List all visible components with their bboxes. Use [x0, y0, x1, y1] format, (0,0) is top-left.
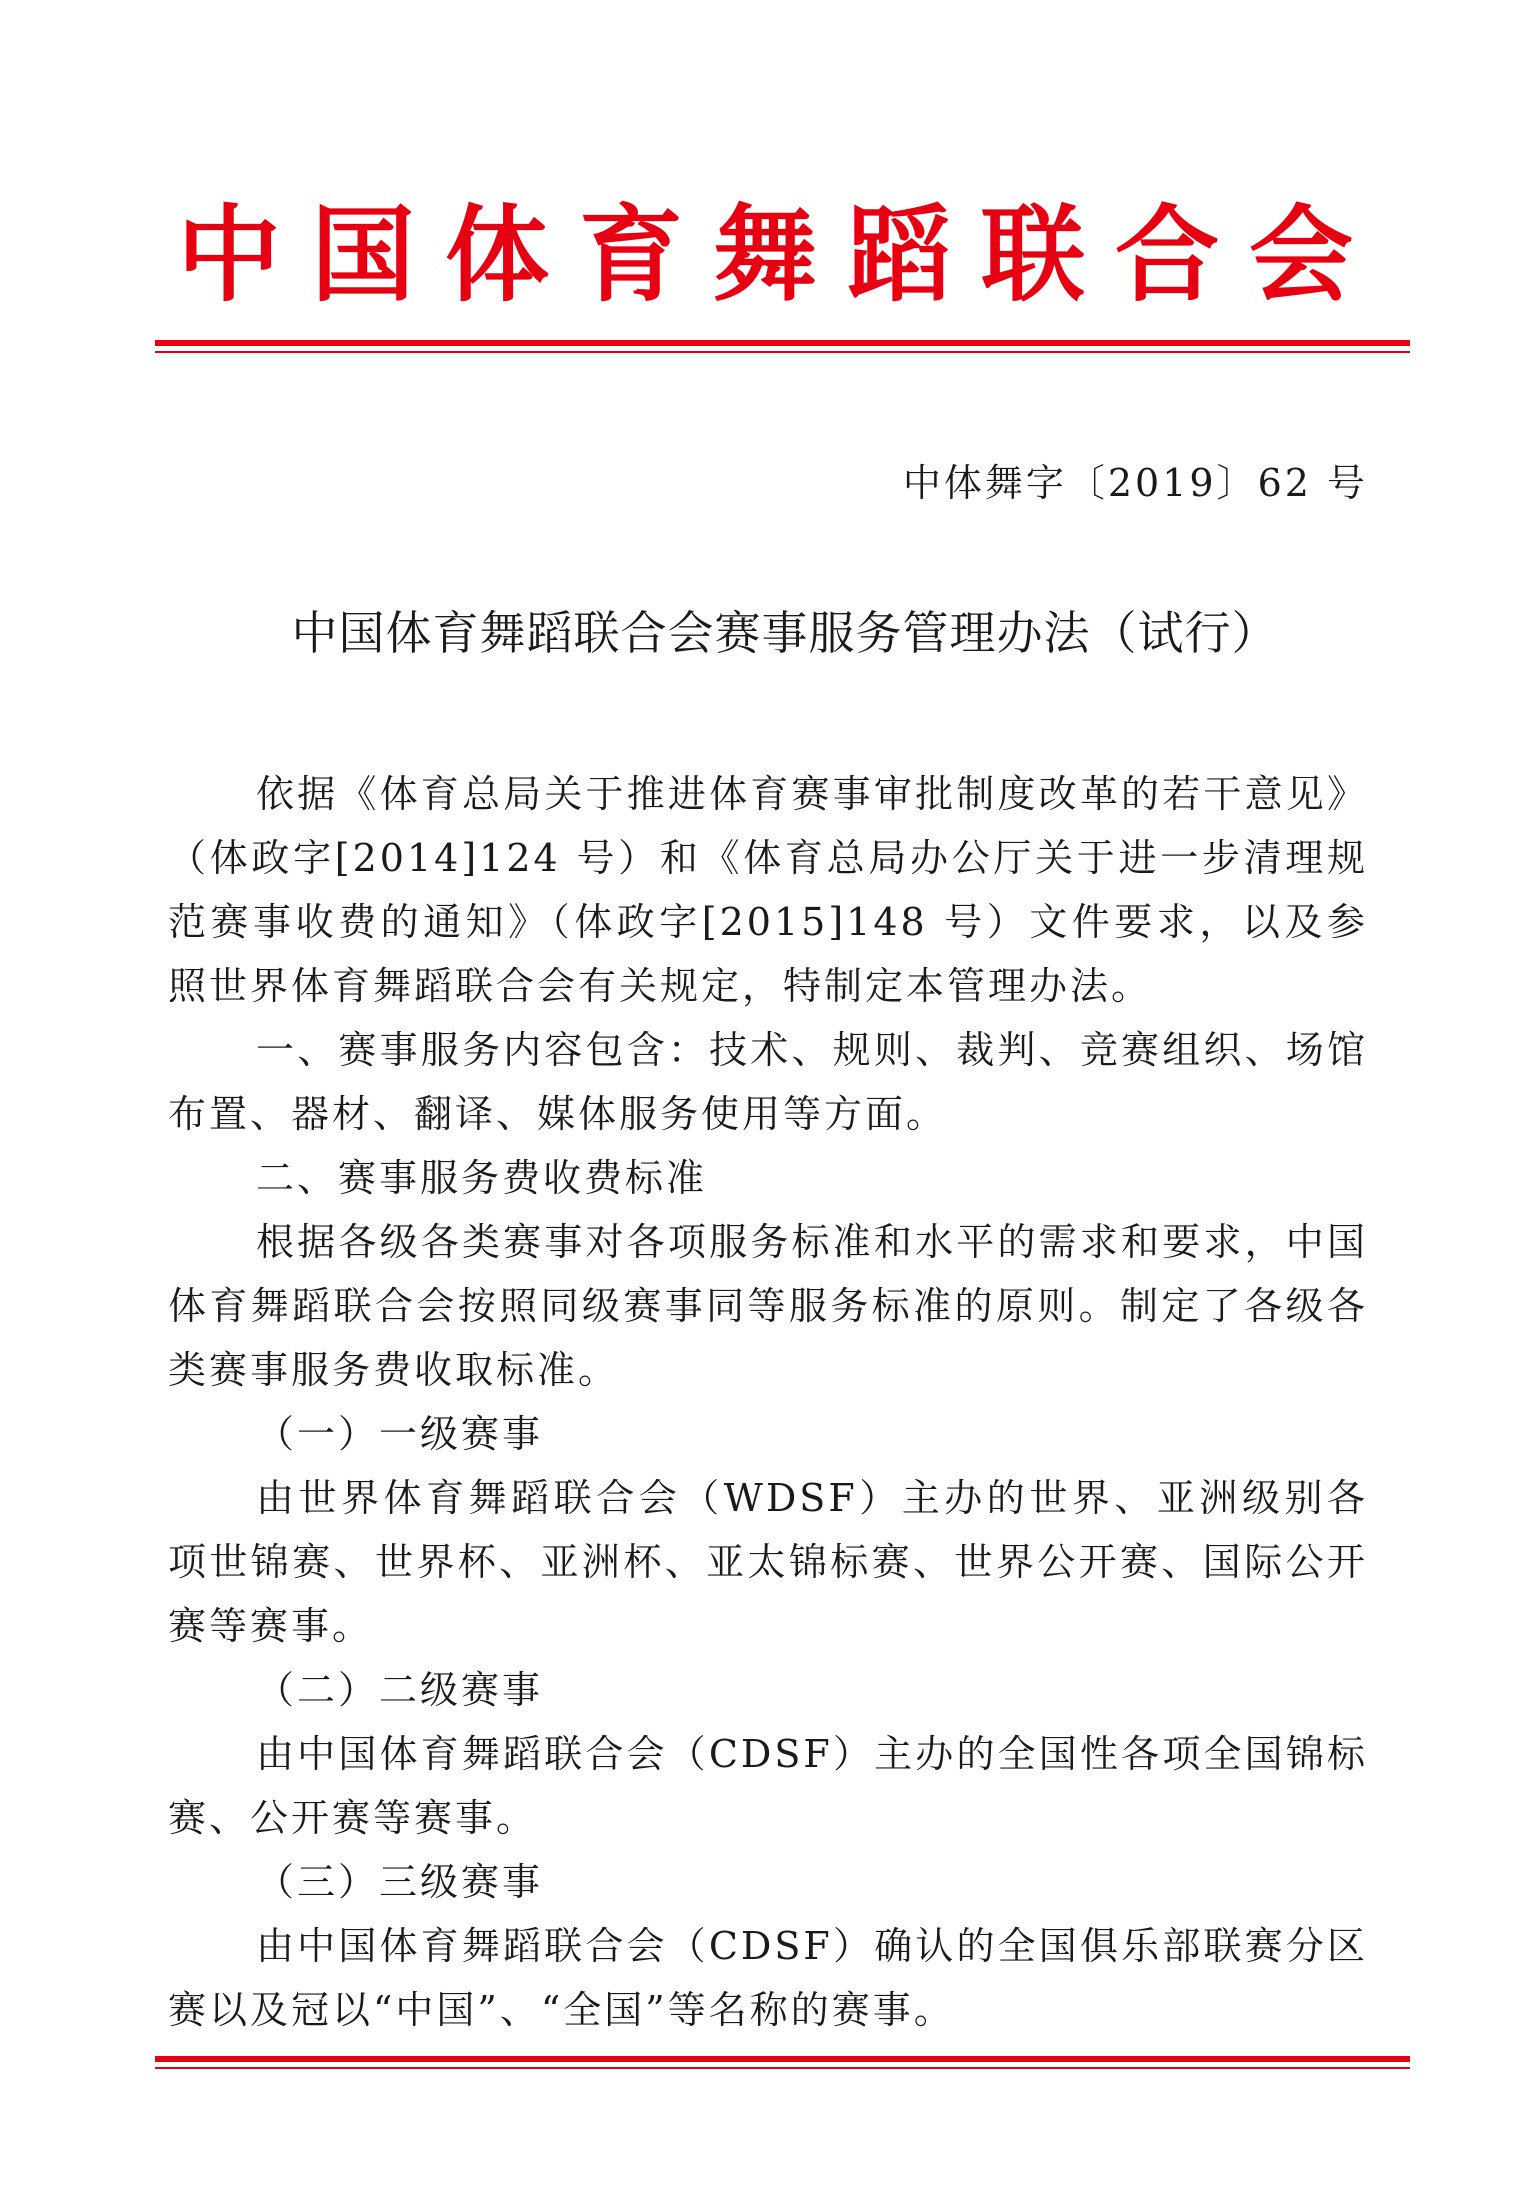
- subheading-level-1: （一）一级赛事: [256, 1412, 544, 1456]
- paragraph-level-3: 由中国体育舞蹈联合会（CDSF）确认的全国俱乐部联赛分区赛以及冠以“中国”、“全国”等名称的赛事。: [168, 1924, 1368, 2032]
- section-heading-fee-standard: 二、赛事服务费收费标准: [256, 1156, 708, 1200]
- subheading-level-3: （三）三级赛事: [256, 1860, 544, 1904]
- letterhead-divider-top: [155, 340, 1410, 353]
- letterhead-divider-bottom: [155, 2056, 1410, 2069]
- subheading-level-2: （二）二级赛事: [256, 1668, 544, 1712]
- document-number: 中体舞字〔2019〕62 号: [902, 461, 1368, 505]
- paragraph-level-1: 由世界体育舞蹈联合会（WDSF）主办的世界、亚洲级别各项世锦赛、世界杯、亚洲杯、亚太锦标赛、世界公开赛、国际公开赛等赛事。: [168, 1476, 1368, 1648]
- paragraph-fee-standard: 根据各级各类赛事对各项服务标准和水平的需求和要求，中国体育舞蹈联合会按照同级赛事同等服务标准的原则。制定了各级各类赛事服务费收取标准。: [168, 1220, 1368, 1392]
- paragraph-basis: 依据《体育总局关于推进体育赛事审批制度改革的若干意见》（体政字[2014]124 号）和《体育总局办公厅关于进一步清理规范赛事收费的通知》（体政字[2015]148 号）文件要求，以及参照世界体育舞蹈联合会有关规定，特制定本管理办法。: [168, 772, 1368, 1008]
- paragraph-service-content: 一、赛事服务内容包含：技术、规则、裁判、竞赛组织、场馆布置、器材、翻译、媒体服务使用等方面。: [168, 1028, 1368, 1136]
- paragraph-level-2: 由中国体育舞蹈联合会（CDSF）主办的全国性各项全国锦标赛、公开赛等赛事。: [168, 1732, 1368, 1840]
- letterhead-title: 中国体育舞蹈联合会: [176, 194, 1383, 316]
- document-body: [168, 762, 1368, 2042]
- document-title: 中国体育舞蹈联合会赛事服务管理办法（试行）: [291, 606, 1279, 660]
